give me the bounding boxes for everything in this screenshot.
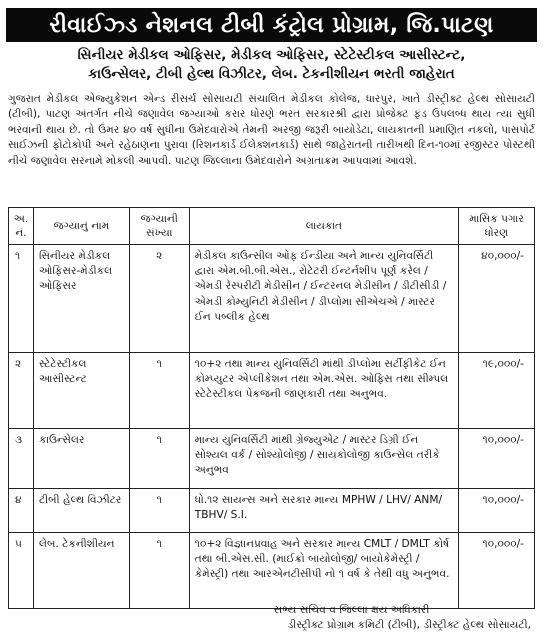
row-qualification: ૧૦+૨ તથા માન્ય યુનિવર્સિટી માંથી ડીપ્લોમા સર્ટીફીકેટ ઈન કોમ્પ્યુટર એપ્લીકેશન તથા એમ.એસ. ઓફિસ તથા સીમ્પલ સ્ટેટેસ્ટીકલ પેકજની જાણકારી તથા અનુભવ. bbox=[189, 353, 458, 429]
row-count: ૧ bbox=[129, 533, 189, 609]
row-count: ૧ bbox=[129, 429, 189, 489]
row-qualification: ૧૦+૨ વિજ્ઞાનપ્રવાહ અને સરકાર માન્ય CMLT / DMLT કોર્ષ તથા બી.એસ.સી. (માઈક્રો બાયોલોજી/ બાયોકેમેસ્ટ્રી / કેમેસ્ટ્રી) તથા આરએનટીસીપી નો ૧ વર્ષ કે તેથી વધુ અનુભવ. bbox=[189, 533, 458, 609]
row-no: ૧ bbox=[9, 245, 34, 353]
row-post: લેબ. ટેકનીશીયન bbox=[33, 533, 129, 609]
header-count: જગ્યાની સંખ્યા bbox=[129, 208, 189, 245]
table-header-row bbox=[9, 208, 535, 245]
signature-block bbox=[8, 603, 535, 633]
row-no: ૩ bbox=[9, 429, 34, 489]
row-count: ૧ bbox=[129, 353, 189, 429]
subtitle bbox=[6, 46, 537, 84]
row-salary: ૧૦,૦૦૦/- bbox=[459, 533, 535, 609]
header-no: અ. નં. bbox=[9, 208, 34, 245]
table-row bbox=[9, 533, 535, 609]
row-post: કાઉન્સેલર bbox=[33, 429, 129, 489]
row-qualification: ધો.૧૨ સાયન્સ અને સરકાર માન્ય MPHW / LHV/ ANM/ TBHV/ S.I. bbox=[189, 489, 458, 533]
header-salary: માસિક પગાર ધોરણ bbox=[459, 208, 535, 245]
row-no: ૫ bbox=[9, 533, 34, 609]
row-no: ૪ bbox=[9, 489, 34, 533]
row-count: ૧ bbox=[129, 489, 189, 533]
row-salary: ૧૦,૦૦૦/- bbox=[459, 429, 535, 489]
banner-title: રીવાઈઝ્ડ નેશનલ ટીબી કંટ્રોલ પ્રોગ્રામ, જિ.પાટણ bbox=[6, 8, 537, 42]
row-no: ૨ bbox=[9, 353, 34, 429]
intro-paragraph: ગુજરાત મેડીકલ એજ્યુકેશન એન્ડ રીસર્ચ સોસાયટી સંચાલિત મેડીકલ કોલેજ, ધારપુર, ખાતે ડીસ્ટ્રીક્ટ હેલ્થ સોસાયટી (ટીબી), પાટણ અંતર્ગત નીચે જણાવેલ જગ્યાઓ કરાર ધોરણે ભરત સરકારશ્રી દ્વારા પ્રોજેક્ટ ફંડ ઉપલબ્ધ થાય ત્યાં સુધી ભરવાની થાય છે. તો ઉંમર ૪૦ વર્ષ સુધીના ઉમેદવારોએ તેમની અરજી જરૂરી બાયોડેટા, લાયકાતની પ્રમાણિત નકલો, પાસપોર્ટ સાઈઝની ફોટોકોપી અને રહેઠાણના પુરાવા (રિશનકાર્ડ ઈલેક્શનકાર્ડ) સાથે જાહેરાતની તારીખથી દિન-૧૦માં રજીસ્ટર પોસ્ટથી નીચે જણાવેલ સરનામે મોકલી આપવી. પાટણ જિલ્લાના ઉમેદવારોને અગ્રતાક્રમ આપવામાં આવશે. bbox=[8, 93, 535, 167]
table-row bbox=[9, 429, 535, 489]
table-row bbox=[9, 245, 535, 353]
vacancy-table bbox=[8, 207, 535, 609]
table-row bbox=[9, 353, 535, 429]
row-post: સ્ટેટેસ્ટીકલ આસીસ્ટન્ટ bbox=[33, 353, 129, 429]
subtitle-line-2: કાઉન્સેલર, ટીબી હેલ્થ વિઝીટર, લેબ. ટેકનીશીયન ભરતી જાહેરાત bbox=[88, 66, 455, 82]
row-salary: ૧૦,૦૦૦/- bbox=[459, 489, 535, 533]
row-salary: ૪૦,૦૦૦/- bbox=[459, 245, 535, 353]
row-post: ટીબી હેલ્થ વિઝીટર bbox=[33, 489, 129, 533]
header-qualification: લાયકાત bbox=[189, 208, 458, 245]
row-qualification: માન્ય યુનિવર્સિટી માંથી ગ્રેજ્યુએટ / માસ્ટર ડિગ્રી ઈન સોશ્યલ વર્ક / સોશ્યોલોજી / સાયકોલોજી કાઉન્સેલ તરીકે અનુભવ bbox=[189, 429, 458, 489]
row-qualification: મેડીકલ કાઉન્સીલ ઓફ ઈન્ડીયા અને માન્ય યુનિવર્સિટી દ્વારા એમ.બી.બી.એસ., રોટેટરી ઈન્ટર્નશીપ પૂર્ણ કરેલ / એમડી રેસ્પરીટી મેડીસીન / ઈન્ટરનલ મેડીસીન / ડીટીસીડી / એમડી કોમ્યુનિટી મેડીસીન / ડીપ્લોમા સીએચએ / માસ્ટર ઈન પબ્લીક હેલ્થ bbox=[189, 245, 458, 353]
row-post: સિનીયર મેડીકલ ઓફિસર-મેડીકલ ઓફિસર bbox=[33, 245, 129, 353]
signatory-office: ડીસ્ટ્રીક્ટ પ્રોગ્રામ કમિટી (ટીબી), ડીસ્ટ્રીક્ટ હેલ્થ સોસાયટી, bbox=[287, 619, 531, 631]
signatory-title: સભ્ય સચિવ વ જિલ્લા ક્ષય અધિકારી bbox=[273, 604, 430, 616]
subtitle-line-1: સિનીયર મેડીકલ ઓફિસર, મેડીકલ ઓફિસર, સ્ટેટેસ્ટીકલ આસીસ્ટન્ટ, bbox=[77, 47, 466, 63]
row-salary: ૧૯,૦૦૦/- bbox=[459, 353, 535, 429]
row-count: ૨ bbox=[129, 245, 189, 353]
table-row bbox=[9, 489, 535, 533]
header-post: જગ્યાનું નામ bbox=[33, 208, 129, 245]
